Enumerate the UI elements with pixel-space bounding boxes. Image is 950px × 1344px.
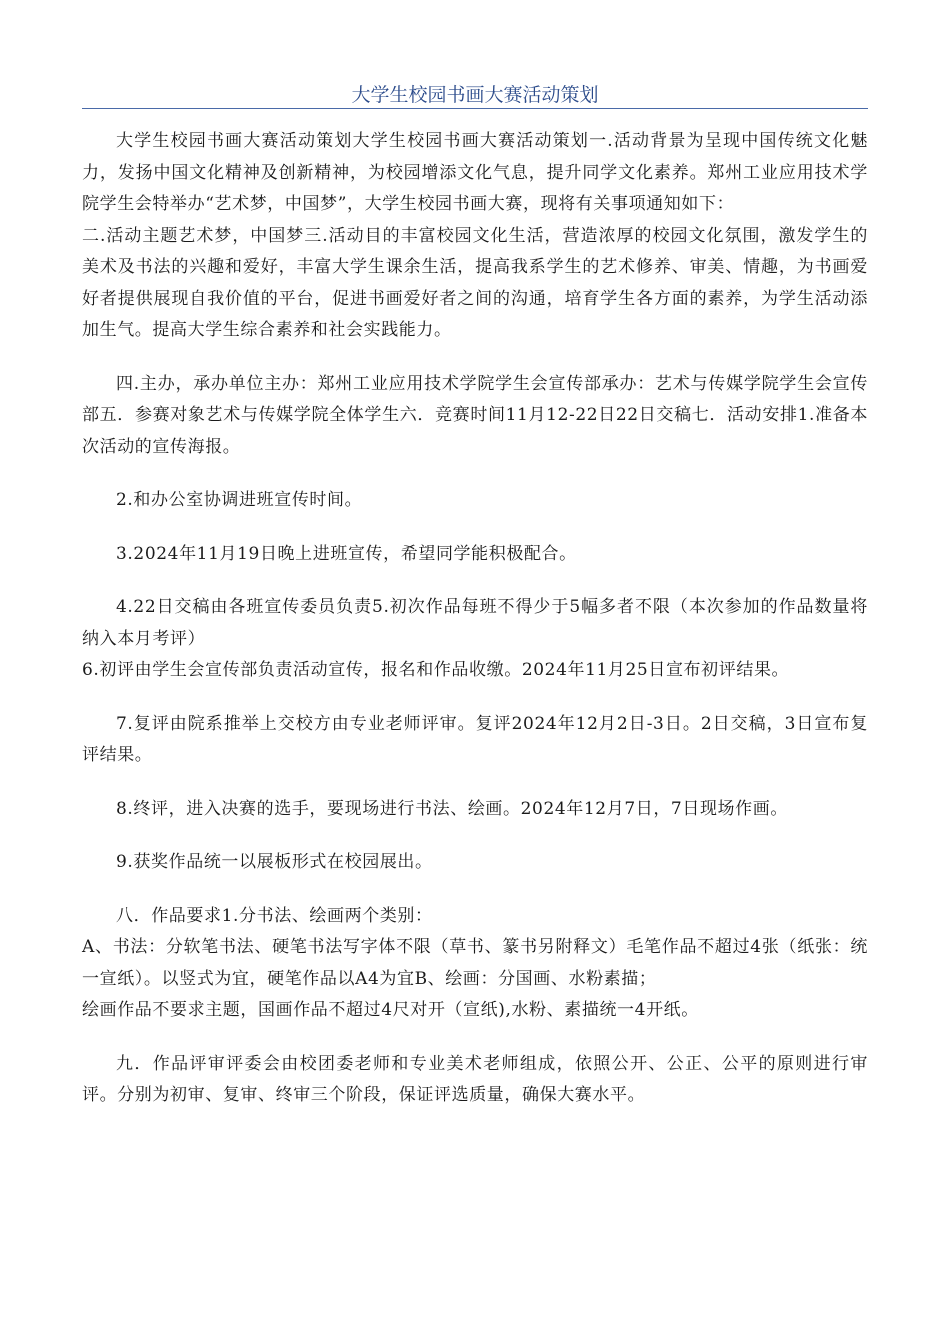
paragraph-item-4-5: 4.22日交稿由各班宣传委员负责5.初次作品每班不得少于5幅多者不限（本次参加的作品数量将纳入本月考评） [82,597,868,649]
paragraph-item-3: 3.2024年11月19日晚上进班宣传，希望同学能积极配合。 [116,543,577,564]
paragraph-painting: 绘画作品不要求主题，国画作品不超过4尺对开（宣纸),水粉、素描统一4开纸。 [82,1000,699,1020]
paragraph-requirements: 八．作品要求1.分书法、绘画两个类别： [116,905,433,926]
document-title: 大学生校园书画大赛活动策划 [351,84,599,106]
paragraph-item-2: 2.和办公室协调进班宣传时间。 [116,490,363,510]
paragraph-organizers: 四.主办，承办单位主办：郑州工业应用技术学院学生会宣传部承办：艺术与传媒学院学生会宣传部五．参赛对象艺术与传媒学院全体学生六．竞赛时间11月12-22日22日交稿七．活动安排1.准备本次活动的宣传海报。 [82,373,868,457]
paragraph-item-7: 7.复评由院系推举上交校方由专业老师评审。复评2024年12月2日-3日。2日交稿，3日宣布复评结果。 [82,713,868,765]
title-underline [82,108,868,109]
paragraph-calligraphy: A、书法：分软笔书法、硬笔书法写字体不限（草书、篆书另附释文）毛笔作品不超过4张（纸张：统一宣纸）。以竖式为宜，硬笔作品以A4为宜B、绘画：分国画、水粉素描； [82,937,868,989]
document-body [82,126,868,1112]
paragraph-background: 大学生校园书画大赛活动策划大学生校园书画大赛活动策划一.活动背景为呈现中国传统文化魅力，发扬中国文化精神及创新精神，为校园增添文化气息，提升同学文化素养。郑州工业应用技术学院学生会特举办“艺术梦，中国梦”，大学生校园书画大赛，现将有关事项通知如下： [82,131,868,214]
paragraph-item-6: 6.初评由学生会宣传部负责活动宣传，报名和作品收缴。2024年11月25日宣布初评结果。 [82,660,790,680]
paragraph-item-9: 9.获奖作品统一以展板形式在校园展出。 [116,852,433,872]
paragraph-judging: 九．作品评审评委会由校团委老师和专业美术老师组成，依照公开、公正、公平的原则进行审评。分别为初审、复审、终审三个阶段，保证评选质量，确保大赛水平。 [82,1053,868,1105]
paragraph-item-8: 8.终评，进入决赛的选手，要现场进行书法、绘画。2024年12月7日，7日现场作画。 [116,798,788,819]
paragraph-theme-purpose: 二.活动主题艺术梦，中国梦三.活动目的丰富校园文化生活，营造浓厚的校园文化氛围，激发学生的美术及书法的兴趣和爱好，丰富大学生课余生活，提高我系学生的艺术修养、审美、情趣，为书画爱好者提供展现自我价值的平台，促进书画爱好者之间的沟通，培育学生各方面的素养，为学生活动添加生气。提高大学生综合素养和社会实践能力。 [82,225,868,340]
